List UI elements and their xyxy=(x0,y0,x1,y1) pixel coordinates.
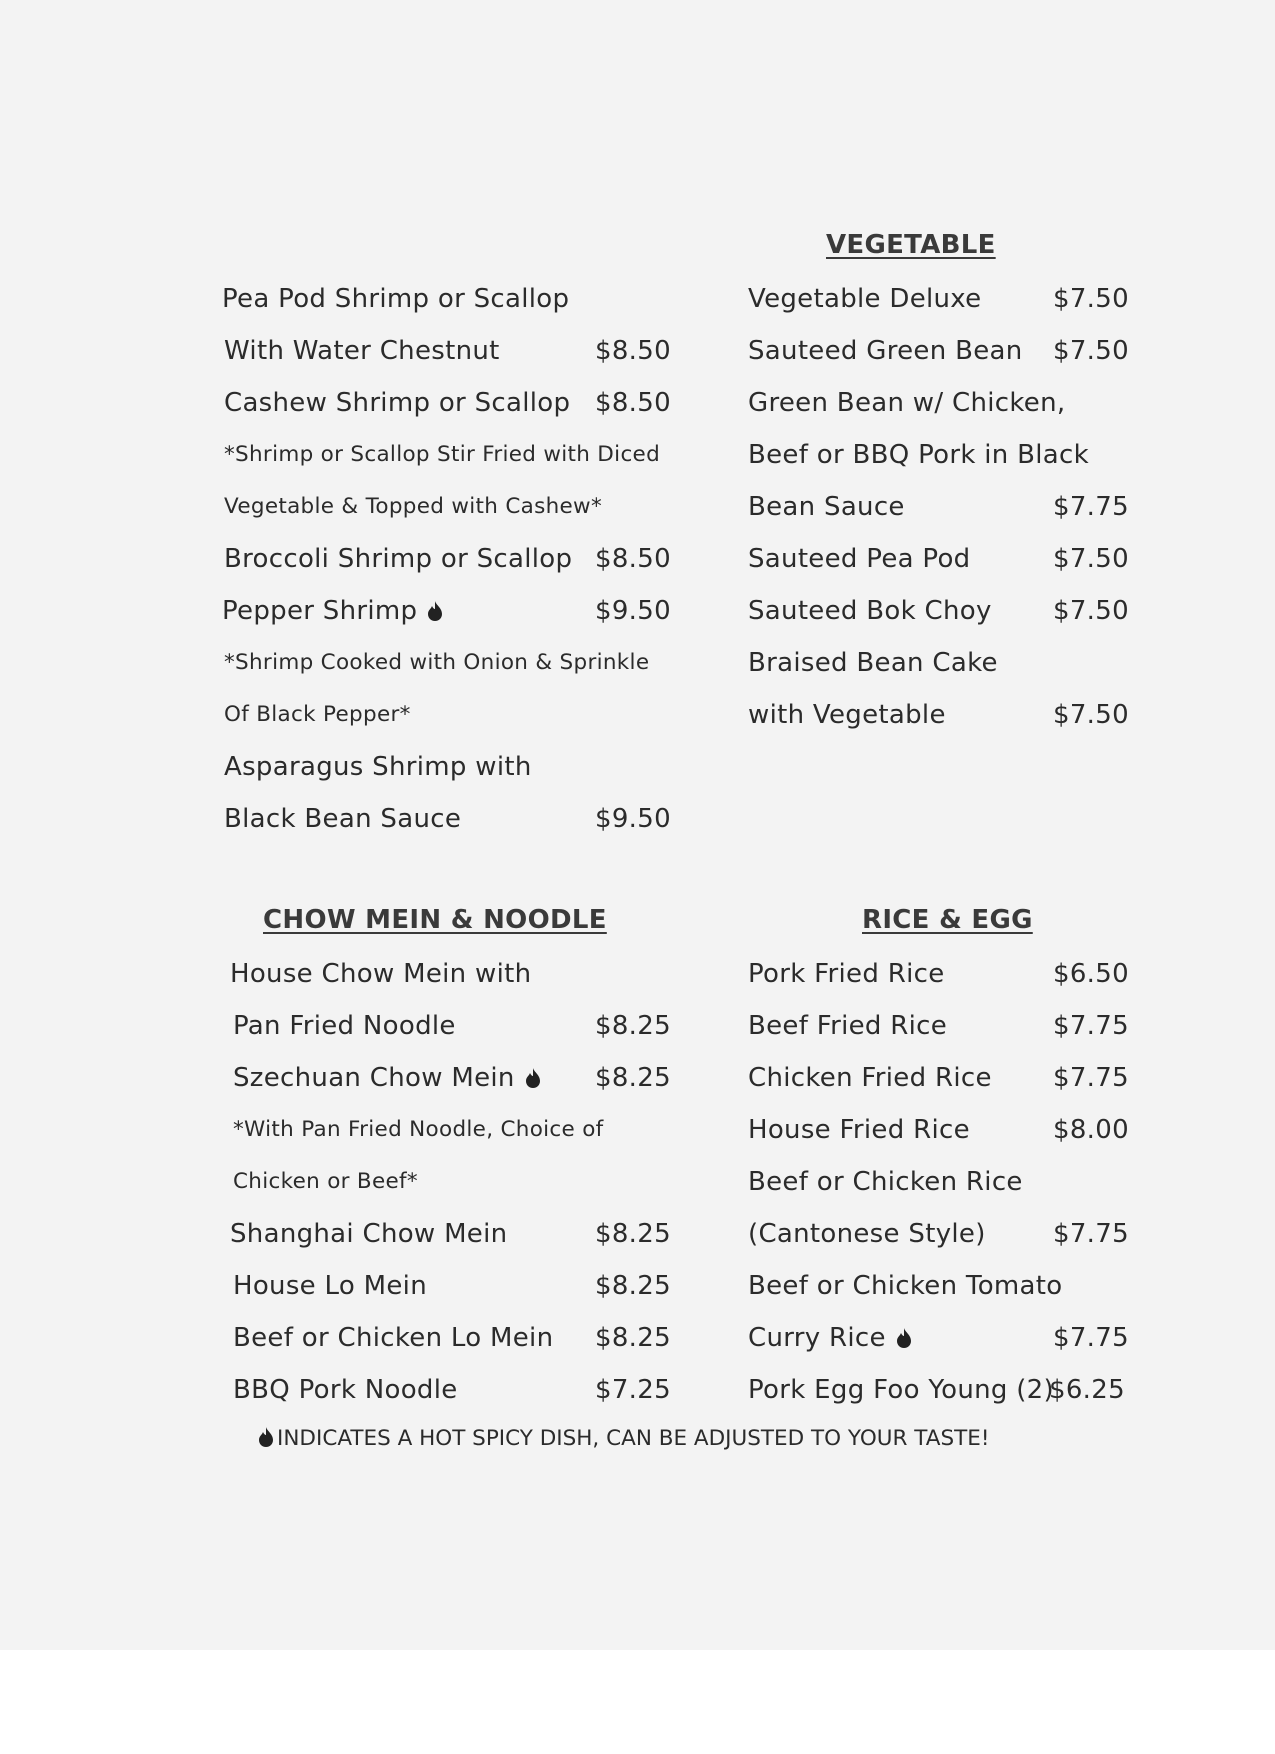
item-price: $7.75 xyxy=(1053,1323,1129,1353)
item-name-text: Szechuan Chow Mein xyxy=(233,1063,515,1093)
item-name: Asparagus Shrimp with xyxy=(224,752,532,782)
item-name-text: Curry Rice xyxy=(748,1323,886,1353)
item-price: $7.75 xyxy=(1053,1063,1129,1093)
item-name: Beef or Chicken Lo Mein xyxy=(233,1323,554,1353)
flame-icon xyxy=(525,1068,541,1088)
item-name: Bean Sauce xyxy=(748,492,905,522)
item-price: $8.25 xyxy=(595,1323,671,1353)
flame-icon xyxy=(258,1427,274,1447)
item-name: Black Bean Sauce xyxy=(224,804,462,834)
item-name: Beef Fried Rice xyxy=(748,1011,948,1041)
item-name: Shanghai Chow Mein xyxy=(230,1219,508,1249)
item-price: $8.50 xyxy=(595,388,671,418)
item-name: Pork Fried Rice xyxy=(748,959,945,989)
item-price: $9.50 xyxy=(595,804,671,834)
spicy-legend-text: INDICATES A HOT SPICY DISH, CAN BE ADJUSTED TO YOUR TASTE! xyxy=(277,1426,990,1451)
item-name: Pan Fried Noodle xyxy=(233,1011,456,1041)
item-note: Of Black Pepper* xyxy=(224,702,411,727)
item-note: *Shrimp or Scallop Stir Fried with Diced xyxy=(224,442,661,467)
item-price: $8.50 xyxy=(595,544,671,574)
item-price: $7.75 xyxy=(1053,1011,1129,1041)
item-price: $7.75 xyxy=(1053,492,1129,522)
item-name: House Fried Rice xyxy=(748,1115,970,1145)
item-price: $8.50 xyxy=(595,336,671,366)
item-name xyxy=(233,1052,541,1104)
item-name: Beef or BBQ Pork in Black xyxy=(748,440,1089,470)
item-note: Vegetable & Topped with Cashew* xyxy=(224,494,602,519)
item-name xyxy=(748,1312,912,1364)
item-name: Chicken Fried Rice xyxy=(748,1063,992,1093)
item-price: $7.50 xyxy=(1053,336,1129,366)
item-price: $8.25 xyxy=(595,1219,671,1249)
item-name xyxy=(222,585,443,637)
item-name: Beef or Chicken Rice xyxy=(748,1167,1023,1197)
item-name: Sauteed Green Bean xyxy=(748,336,1023,366)
chow-mein-heading: CHOW MEIN & NOODLE xyxy=(263,905,607,935)
item-note: *Shrimp Cooked with Onion & Sprinkle xyxy=(224,650,650,675)
flame-icon xyxy=(427,601,443,621)
item-name: Pork Egg Foo Young (2) xyxy=(748,1375,1054,1405)
flame-icon xyxy=(896,1328,912,1348)
item-name: Broccoli Shrimp or Scallop xyxy=(224,544,573,574)
item-price: $8.25 xyxy=(595,1011,671,1041)
item-name: Sauteed Bok Choy xyxy=(748,596,992,626)
item-price: $7.50 xyxy=(1053,700,1129,730)
item-price: $7.50 xyxy=(1053,596,1129,626)
item-name: Cashew Shrimp or Scallop xyxy=(224,388,571,418)
item-price: $9.50 xyxy=(595,596,671,626)
item-price: $8.25 xyxy=(595,1271,671,1301)
item-price: $7.75 xyxy=(1053,1219,1129,1249)
page-bottom-margin xyxy=(0,1650,1275,1754)
item-name: House Chow Mein with xyxy=(230,959,532,989)
item-name: (Cantonese Style) xyxy=(748,1219,986,1249)
item-name: Pea Pod Shrimp or Scallop xyxy=(222,284,570,314)
item-name: Sauteed Pea Pod xyxy=(748,544,971,574)
item-name: Green Bean w/ Chicken, xyxy=(748,388,1066,418)
item-price: $7.50 xyxy=(1053,284,1129,314)
item-price: $8.00 xyxy=(1053,1115,1129,1145)
item-name: with Vegetable xyxy=(748,700,946,730)
item-name: Braised Bean Cake xyxy=(748,648,998,678)
item-name: House Lo Mein xyxy=(233,1271,427,1301)
spicy-legend xyxy=(258,1426,989,1451)
item-price: $6.50 xyxy=(1053,959,1129,989)
item-note: Chicken or Beef* xyxy=(233,1169,418,1194)
vegetable-heading: VEGETABLE xyxy=(826,230,996,260)
item-price: $7.50 xyxy=(1053,544,1129,574)
item-price: $8.25 xyxy=(595,1063,671,1093)
item-note: *With Pan Fried Noodle, Choice of xyxy=(233,1117,604,1142)
item-name: Vegetable Deluxe xyxy=(748,284,982,314)
item-price: $7.25 xyxy=(595,1375,671,1405)
item-name: Beef or Chicken Tomato xyxy=(748,1271,1063,1301)
item-name: BBQ Pork Noodle xyxy=(233,1375,458,1405)
item-name-text: Pepper Shrimp xyxy=(222,596,418,626)
item-name: With Water Chestnut xyxy=(224,336,500,366)
rice-egg-heading: RICE & EGG xyxy=(862,905,1033,935)
item-price: $6.25 xyxy=(1049,1375,1125,1405)
